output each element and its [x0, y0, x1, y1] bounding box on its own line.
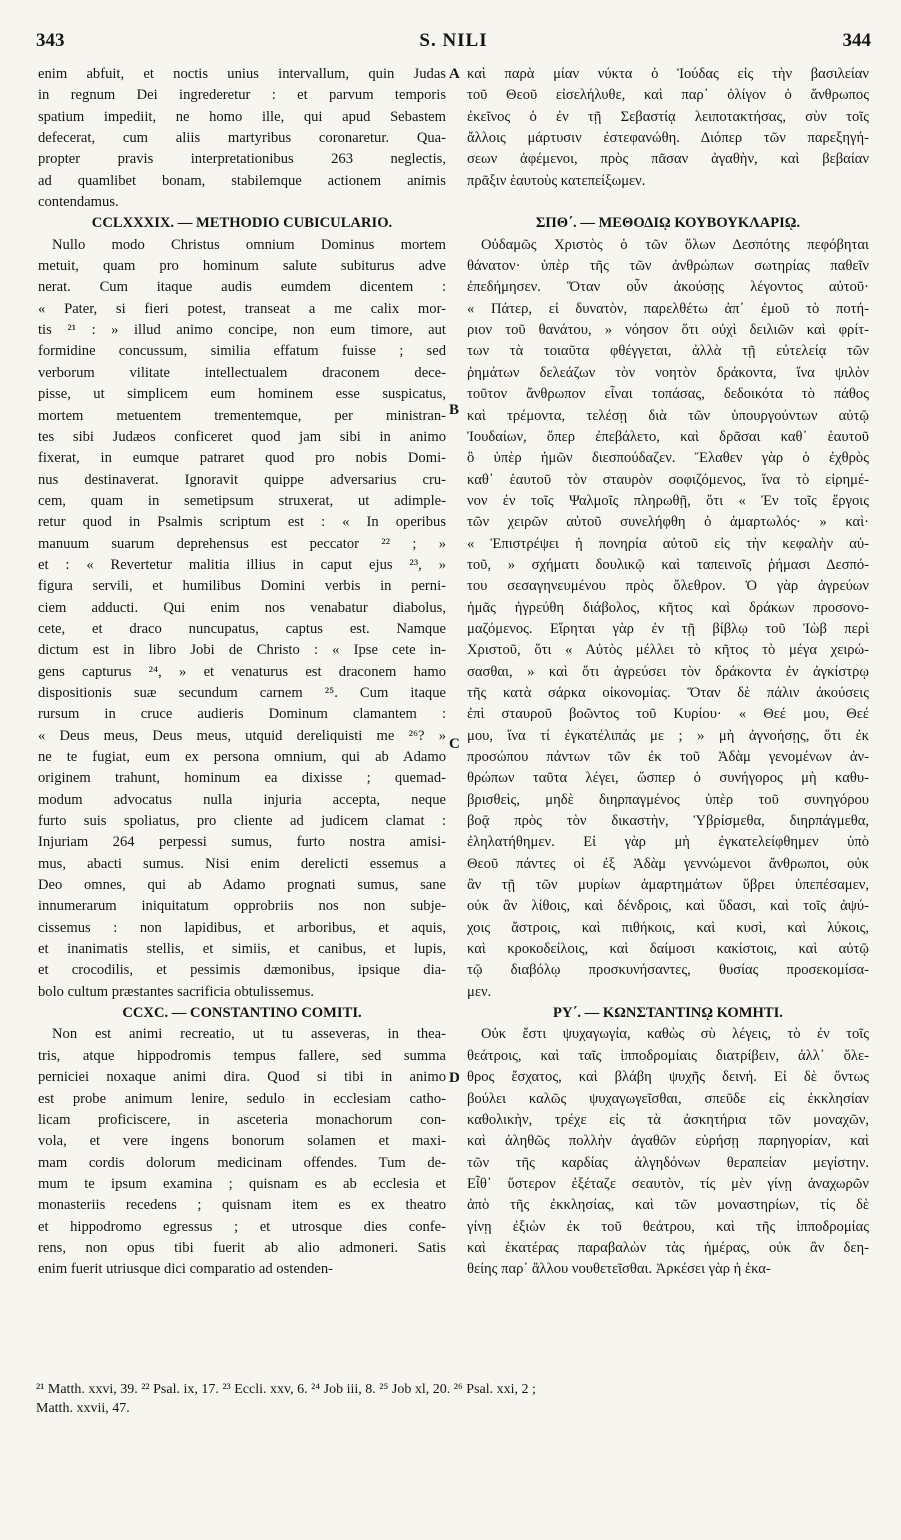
greek-line: βοᾷ πρὸς τὸν δικαστὴν, Ὑβρίσμεθα, διηρπάγμεθα,: [467, 813, 869, 830]
latin-line: mortem metuentem trementemque, per ministran-: [38, 407, 446, 424]
greek-line: καὶ ἀληθῶς πολλὴν ἀγαθῶν εὑρήσῃ παρηγορίαν, καὶ: [467, 1133, 869, 1150]
latin-line: mus, abacti sumus. Nisi enim derelicti essemus a: [38, 855, 446, 872]
latin-line: est probe animum lenire, sedulo in ecclesiam catho-: [38, 1090, 446, 1107]
greek-line: τῶν χειρῶν αὐτοῦ συνελήφθη ὁ ἁμαρτωλός· » καὶ·: [467, 514, 869, 531]
latin-line: defecerat, cum aliis martyribus coronaretur. Qua-: [38, 130, 446, 147]
margin-marker-b: B: [449, 402, 460, 418]
latin-line: tris, atque hippodromis tempus fallere, sed summa: [38, 1047, 446, 1064]
greek-line: τῷ διαβόλῳ προσκυνήσαντες, θυσίας προσεκομίσα-: [467, 962, 869, 979]
greek-line: ὃ ὑπὲρ ἡμῶν διεσπούδαζεν. Ἔλαθεν γὰρ ὁ ἐχθρὸς: [467, 450, 869, 467]
greek-line: Θεοῦ πάντες οἱ ἐξ Ἀδὰμ γεννώμενοι ἄνθρωποι, οὐκ: [467, 855, 869, 872]
greek-line: Εἶθ᾽ ὕστερον ἐξέταζε σεαυτὸν, τίς μὲν γίνῃ ἀναχωρῶν: [467, 1175, 869, 1192]
greek-line: βρισθεὶς, μηδὲ διηρπαγμένος ὑπὲρ τοῦ συνηγόρου: [467, 791, 869, 808]
greek-line: γίνῃ ἐξιὼν ἐκ τοῦ θεάτρου, καὶ τῆς ἱπποδρομίας: [467, 1218, 869, 1235]
latin-line: cissemus : non lapidibus, et arboribus, et aquis,: [38, 919, 446, 936]
greek-line: τῆς κατὰ σάρκα οἰκονομίας. Ὅταν δὲ πάλιν ἀκούσεις: [467, 684, 869, 701]
latin-line: rursum in cruce audieris Dominum clamantem :: [38, 706, 446, 723]
latin-line: figura servili, et humilibus Domini verbis in perni-: [38, 578, 446, 595]
greek-line: τοῦ Θεοῦ εἰσελήλυθε, καὶ παρ᾽ ὀλίγον ὁ ἄνθρωπος: [467, 87, 869, 104]
greek-line: καθ᾽ ἑαυτοῦ τὸν σταυρὸν σοφιζόμενος, ἵνα τὸ εἰρημέ-: [467, 471, 869, 488]
footnote-line: ²¹ Matth. xxvi, 39. ²² Psal. ix, 17. ²³ Eccli. xxv, 6. ²⁴ Job iii, 8. ²⁵ Job xl, 20. ²⁶ Psal. xxi, 2 ;: [36, 1382, 536, 1397]
latin-line: mum te ipsum examina ; quisnam es ab ecclesia et: [38, 1175, 446, 1192]
greek-line: οὐκ ἂν λίθοις, καὶ δένδροις, καὶ ὕδασι, καὶ τοῖς ἀψύ-: [467, 898, 869, 915]
latin-line: originem trahunt, hominum ea dixisse ; quemad-: [38, 770, 446, 787]
greek-line: μαζόμενος. Εἴρηται γὰρ ἐν τῇ βίβλῳ τοῦ Ἰὼβ περὶ: [467, 620, 869, 637]
latin-line: enim fuerit utriusque dici comparatio ad ostenden-: [38, 1261, 334, 1278]
greek-line: σεων ἀφέμενοι, πρὸς πᾶσαν ἀγαθὴν, καὶ βεβαίαν: [467, 151, 869, 168]
latin-line: Injuriam 264 perpessi sumus, furto nostra amisi-: [38, 834, 446, 851]
greek-line: τῶν τῆς καρδίας ἀλγηδόνων θεραπείαν μεγίστην.: [467, 1154, 869, 1171]
greek-line: θάνατον· ὑπὲρ τῆς τῶν ἀνθρώπων σωτηρίας παθεῖν: [467, 258, 869, 275]
greek-line: ΣΠΘ΄. — ΜΕΘΟΔΙῼ ΚΟΥΒΟΥΚΛΑΡΙῼ.: [535, 215, 801, 232]
latin-line: in regnum Dei ingrederetur : et parvum temporis: [38, 87, 446, 104]
latin-line: et inanimatis stellis, et simiis, et canibus, et lupis,: [38, 941, 446, 958]
latin-line: retur quod in Psalmis scriptum est : « In operibus: [38, 514, 446, 531]
latin-line: innumerarum iniquitatum opprobriis nos non subje-: [38, 898, 446, 915]
greek-line: χοις ἄστροις, καὶ πιθήκοις, καὶ κυσὶ, καὶ λύκοις,: [467, 919, 869, 936]
greek-line: τοῦ, » σχήματι δουλικῷ καὶ ταπεινοῖς ῥήμασι Δεσπό-: [467, 556, 869, 573]
greek-line: ἡμᾶς ἠγρεύθη διάβολος, κῆτος καὶ δράκων προσονο-: [467, 599, 869, 616]
latin-line: rens, non opus tibi fuerit ab alio admoneri. Satis: [38, 1239, 446, 1256]
greek-line: μου, ἵνα τί ἐγκατέλιπάς με ; » μὴ ἀγνοήσῃς, ὅτι ἐκ: [467, 727, 869, 744]
page-number-right: 344: [842, 30, 871, 51]
running-header: [36, 30, 871, 60]
latin-line: ad quamlibet bonam, stabilemque actionem animis: [38, 172, 446, 189]
latin-line: « Deus meus, Deus meus, utquid dereliquisti me ²⁶? »: [38, 727, 446, 744]
greek-line: θείης παρ᾽ ἄλλου νουθετεῖσθαι. Ἀρκέσει γὰρ ἡ ἑκα-: [467, 1261, 771, 1278]
greek-line: [467, 192, 869, 213]
latin-line: furto suis spoliatus, pro cliente ad judicem clamat :: [38, 813, 446, 830]
greek-line: ἀπὸ τῆς ἐκκλησίας, καὶ τῶν μοναστηρίων, τίς δὲ: [467, 1197, 869, 1214]
latin-line: tes sibi Judæos conficeret quod jam sibi in animo: [38, 428, 446, 445]
greek-line: « Ἐπιστρέψει ἡ πονηρία αὐτοῦ εἰς τὴν κεφαλὴν αὐ-: [467, 535, 869, 552]
latin-line: nus destinaverat. Ignoravit quippe adversarius cru-: [38, 471, 446, 488]
latin-line: vola, et vere ingens bonorum solamen et maxi-: [38, 1133, 446, 1150]
greek-line: ῥημάτων δελεάζων τὸν νοητὸν δράκοντα, ἵνα ψιλὸν: [467, 364, 869, 381]
greek-line: ἐπὶ σταυροῦ βοῶντος τοῦ Κυρίου· « Θεέ μου, Θεέ: [467, 706, 869, 723]
greek-line: σασθαι, » καὶ ὅτι ἀγρεύσει τὸν δράκοντα ἐν ἀγκίστρῳ: [467, 663, 869, 680]
latin-line: cem, quam in semetipsum struxerat, ut adimple-: [38, 492, 446, 509]
latin-column: [38, 64, 446, 1281]
latin-line: modum advocatus nulla injuria accepta, neque: [38, 791, 446, 808]
latin-line: enim abfuit, et noctis unius intervallum, quin Judas: [38, 66, 446, 82]
latin-line: ne te fugiat, eum ex persona omnium, qui ab Adamo: [38, 749, 446, 765]
latin-line: contendamus.: [38, 194, 119, 211]
margin-marker-a: A: [449, 66, 460, 82]
latin-line: « Pater, si fieri potest, transeat a me calix mor-: [38, 300, 446, 317]
latin-line: formidine concussum, similia effatum fuisse ; sed: [38, 343, 446, 360]
greek-line: του σεσαγηνευμένου πρὸς ὄλεθρον. Ὁ γὰρ ἀγρεύων: [467, 578, 869, 595]
latin-line: gens capturus ²⁴, » et venaturus est draconem hamo: [38, 663, 446, 680]
margin-marker-d: D: [449, 1070, 460, 1086]
latin-line: et : « Revertetur malitia illius in caput ejus ²³, »: [38, 556, 446, 573]
greek-line: Ἰουδαίων, ὅπερ ἐπεβάλετο, καὶ δρᾶσαι καθ᾽ ἑαυτοῦ: [467, 428, 869, 445]
greek-line: καὶ παρὰ μίαν νύκτα ὁ Ἰούδας εἰς τὴν βασιλείαν: [467, 66, 869, 82]
greek-line: Χριστοῦ, ὅτι « Αὐτὸς μέλλει τὸ κῆτος τὸ μέγα χειρώ-: [467, 642, 869, 659]
greek-line: ἐκεῖνος ὁ ἐν τῇ Σεβαστίᾳ λειποτακτήσας, σὺν τοῖς: [467, 108, 869, 125]
greek-line: ριον τοῦ θανάτου, » νόησον ὅτι οὐχὶ δειλιῶν καὶ φρίτ-: [467, 322, 869, 339]
page-number-left: 343: [36, 30, 65, 51]
latin-line: pisse, ut simplicem eum hominem esse suspicatus,: [38, 386, 446, 403]
margin-marker-c: C: [449, 736, 460, 752]
greek-line: πρᾶξιν ἑαυτοὺς κατεπείξωμεν.: [467, 172, 646, 189]
latin-line: tis ²¹ : » illud animo concipe, non eum timore, aut: [38, 322, 446, 339]
latin-line: mam cordis dolorum medicinam offendes. Tum de-: [38, 1154, 446, 1171]
latin-line: nerat. Cum itaque audis eumdem dicentem :: [38, 279, 446, 296]
footnotes: [36, 1380, 869, 1418]
latin-line: bolo cultum præstantes sacrificia obtulissemus.: [38, 983, 315, 1000]
greek-line: των τὰ τοιαῦτα φθέγγεται, ἀλλὰ τῇ εὐτελείᾳ τῶν: [467, 343, 869, 360]
latin-line: licam proficiscere, in asceteria monachorum con-: [38, 1111, 446, 1128]
running-title: S. NILI: [419, 30, 488, 51]
greek-line: θρος ἔσχατος, καὶ βλάβη ψυχῆς δεινή. Εἰ δὲ ὄντως: [467, 1069, 869, 1086]
greek-line: ἐπεδήμησεν. Ὅταν οὖν ἀκούσῃς λέγοντος αὐτοῦ·: [467, 279, 869, 296]
latin-line: Non est animi recreatio, ut tu asseveras, in thea-: [52, 1026, 446, 1043]
greek-line: Οὐκ ἔστι ψυχαγωγία, καθὼς σὺ λέγεις, τὸ ἐν τοῖς: [481, 1026, 869, 1043]
latin-line: fixerat, in eumque patraret quod pro nobis Domi-: [38, 450, 446, 467]
greek-line: θρώπων ταῦτα λέγει, ὥσπερ ὁ συνήγορος μὴ καθυ-: [467, 770, 869, 787]
latin-line: perniciei noxaque animi dira. Quod si tibi in animo: [38, 1069, 446, 1086]
latin-line: dispositionis suæ secundum carnem ²⁵. Cum itaque: [38, 684, 446, 701]
greek-line: μεν.: [467, 983, 492, 1000]
greek-line: καθολικὴν, τρέχε εἰς τὰ ἀσκητήρια τῶν μοναχῶν,: [467, 1111, 869, 1128]
latin-line: monasteriis recedens ; quisnam item es ex theatro: [38, 1197, 446, 1214]
greek-line: ἂν τῇ τῶν μυρίων ἁμαρτημάτων ὕβρει ὑπεπέσαμεν,: [467, 877, 869, 894]
greek-line: καὶ τρέμοντα, τελέσῃ διὰ τῶν ὑπουργούντων αὐτῷ: [467, 407, 869, 424]
greek-line: βούλει καλῶς ψυχαγωγεῖσθαι, σπεῦδε εἰς ἐκκλησίαν: [467, 1090, 869, 1107]
greek-line: καὶ ἑκατέρας παραβαλὼν τὰς ἡμέρας, οὐκ ἂν δεη-: [467, 1239, 869, 1256]
latin-line: metuit, quam pro hominum salute subiturus adve: [38, 258, 446, 275]
latin-line: CCXC. — CONSTANTINO COMITI.: [122, 1005, 362, 1022]
latin-line: Nullo modo Christus omnium Dominus mortem: [52, 236, 446, 253]
greek-line: προσώπου πάντων τῶν ἐκ τοῦ Ἀδὰμ γενομένων ἀν-: [467, 749, 869, 765]
latin-line: Deo omnes, qui ab Adamo prognati sumus, sane: [38, 877, 446, 894]
greek-line: τοῦτον ἄνθρωπον εἶναι τοπάσας, δεδοικότα τὸ πάθος: [467, 386, 869, 403]
latin-line: spatium impediit, ne homo ille, qui apud Sebastem: [38, 108, 446, 125]
greek-line: Οὐδαμῶς Χριστὸς ὁ τῶν ὅλων Δεσπότης πεφόβηται: [481, 236, 869, 253]
latin-line: ciem adducti. Qui enim nos venabatur diabolus,: [38, 599, 446, 616]
latin-line: et hippodromo egressus ; et utrosque dies confe-: [38, 1218, 446, 1235]
greek-line: θεάτροις, καὶ ταῖς ἱπποδρομίαις διατρίβειν, ἀλλ᾽ ὄλε-: [467, 1047, 869, 1064]
greek-line: νον ἐν τοῖς Ψαλμοῖς πληρωθῇ, ὅτι « Ἐν τοῖς ἔργοις: [467, 492, 869, 509]
latin-line: cete, et draco nuncupatus, captus est. Namque: [38, 620, 446, 637]
latin-line: CCLXXXIX. — METHODIO CUBICULARIO.: [91, 215, 393, 232]
latin-line: et crocodilis, et pessimis dæmonibus, ipsique dia-: [38, 962, 446, 979]
greek-line: « Πάτερ, εἰ δυνατὸν, παρελθέτω ἀπ᾽ ἐμοῦ τὸ ποτή-: [467, 300, 869, 317]
latin-line: verborum vilitate intellectualem draconem dece-: [38, 364, 446, 381]
latin-line: dictum est in libro Jobi de Christo : « Ipse cete in-: [38, 642, 446, 659]
latin-line: manuum suarum deprehensus est peccator ²² ; »: [38, 535, 446, 552]
greek-line: ἄλλοις μάρτυσιν ἐστεφανώθη. Διόπερ τῶν παρεξηγή-: [467, 130, 869, 147]
latin-line: propter pravis interpretationibus 263 neglectis,: [38, 151, 446, 168]
greek-column: [467, 64, 869, 1281]
greek-line: ἐληλατήθημεν. Εἰ γὰρ μὴ ἐγκατελείφθημεν ὑπὸ: [467, 834, 869, 851]
footnote-line: Matth. xxvii, 47.: [36, 1401, 130, 1416]
greek-line: ΡΥ΄. — ΚΩΝΣΤΑΝΤΙΝῼ ΚΟΜΗΤΙ.: [553, 1005, 783, 1022]
greek-line: καὶ κροκοδείλοις, καὶ δαίμοσι κακίστοις, καὶ αὐτῷ: [467, 941, 869, 958]
